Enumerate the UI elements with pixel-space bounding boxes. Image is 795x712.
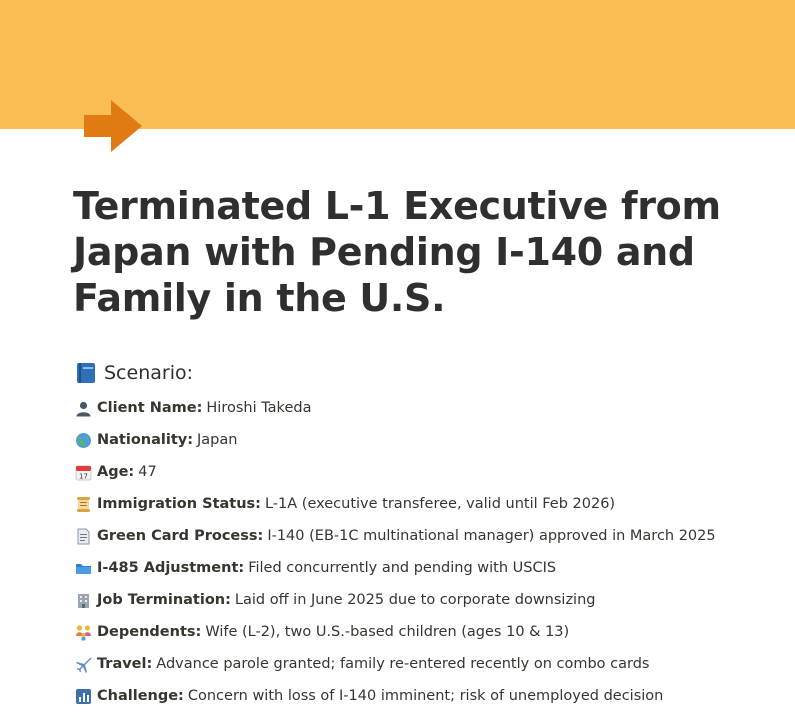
right-arrow-icon[interactable] bbox=[82, 98, 144, 154]
item-label: Green Card Process: bbox=[97, 528, 264, 544]
office-building-icon bbox=[75, 592, 92, 609]
calendar-icon bbox=[75, 464, 92, 481]
chart-icon bbox=[75, 688, 92, 705]
item-value: Advance parole granted; family re-entered recently on combo cards bbox=[156, 656, 650, 672]
svg-text:17: 17 bbox=[79, 472, 88, 480]
item-value: Concern with loss of I-140 imminent; risk of unemployed decision bbox=[187, 688, 664, 704]
item-value: L-1A (executive transferee, valid until Feb 2026) bbox=[264, 496, 616, 512]
item-label: Client Name: bbox=[97, 400, 203, 416]
list-item bbox=[75, 392, 785, 424]
item-value: Filed concurrently and pending with USCIS bbox=[248, 560, 557, 576]
list-item bbox=[75, 680, 785, 712]
list-item bbox=[75, 488, 785, 520]
item-label: Dependents: bbox=[97, 624, 202, 640]
globe-icon bbox=[75, 432, 92, 449]
item-value: Wife (L-2), two U.S.-based children (ages 10 & 13) bbox=[205, 624, 570, 640]
list-item bbox=[75, 424, 785, 456]
folder-icon bbox=[75, 560, 92, 577]
list-item bbox=[75, 584, 785, 616]
item-label: Travel: bbox=[97, 656, 153, 672]
page-title: Terminated L-1 Executive from Japan with Pending I-140 and Family in the U.S. bbox=[73, 184, 721, 320]
scenario-list bbox=[75, 392, 785, 712]
item-label: I-485 Adjustment: bbox=[97, 560, 245, 576]
item-label: Challenge: bbox=[97, 688, 184, 704]
item-value: Hiroshi Takeda bbox=[206, 400, 312, 416]
item-value: Laid off in June 2025 due to corporate downsizing bbox=[234, 592, 596, 608]
scroll-icon bbox=[75, 496, 92, 513]
item-label: Age: bbox=[97, 464, 135, 480]
list-item bbox=[75, 520, 785, 552]
scenario-heading-text: Scenario: bbox=[104, 362, 193, 384]
item-label: Job Termination: bbox=[97, 592, 231, 608]
family-icon bbox=[75, 624, 92, 641]
person-icon bbox=[75, 400, 92, 417]
item-label: Nationality: bbox=[97, 432, 194, 448]
list-item bbox=[75, 456, 785, 488]
item-value: Japan bbox=[197, 432, 238, 448]
list-item bbox=[75, 616, 785, 648]
item-value: 47 bbox=[138, 464, 157, 480]
item-label: Immigration Status: bbox=[97, 496, 261, 512]
blue-book-icon bbox=[75, 362, 97, 384]
item-value: I-140 (EB-1C multinational manager) approved in March 2025 bbox=[267, 528, 716, 544]
scenario-heading bbox=[75, 360, 193, 386]
airplane-icon bbox=[75, 656, 92, 673]
list-item bbox=[75, 648, 785, 680]
list-item bbox=[75, 552, 785, 584]
document-icon bbox=[75, 528, 92, 545]
